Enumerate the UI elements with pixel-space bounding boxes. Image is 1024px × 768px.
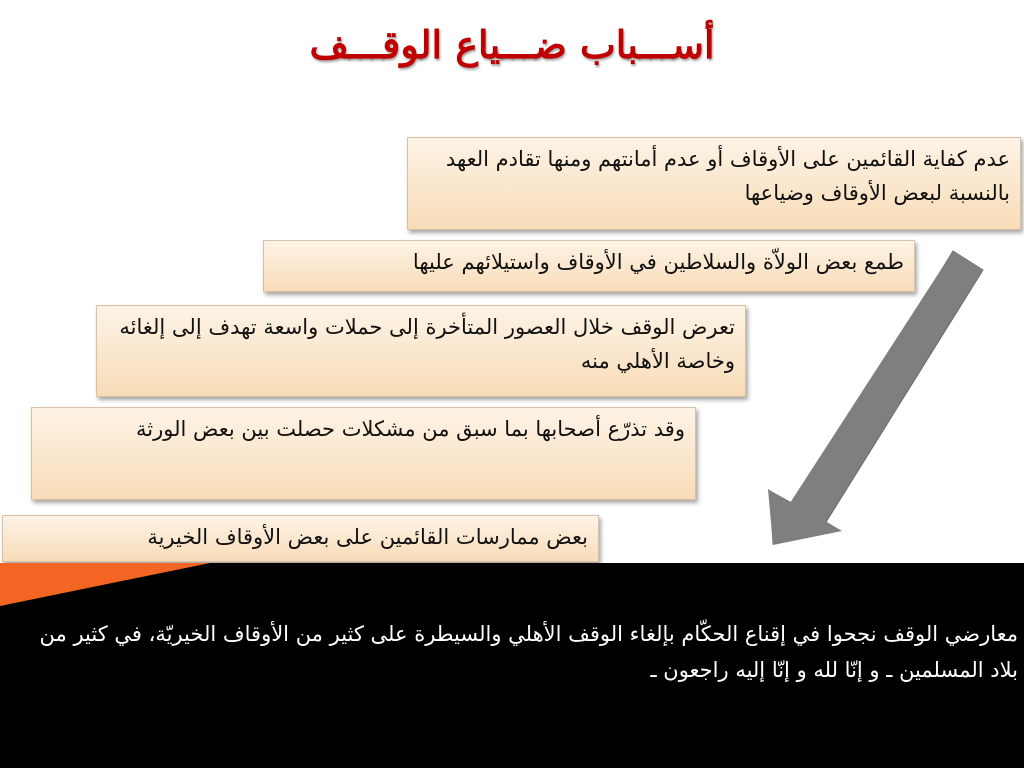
footer-text: معارضي الوقف نجحوا في إقناع الحكّام بإلغاء الوقف الأهلي والسيطرة على كثير من الأوقاف الخيريّة، في كثير من بلاد المسلمين ـ و إنّا لله و إنّا إليه راجعون ـ — [39, 622, 1018, 682]
reason-box-3: تعرض الوقف خلال العصور المتأخرة إلى حملات واسعة تهدف إلى إلغائه وخاصة الأهلي منه — [96, 305, 746, 397]
reason-box-5: بعض ممارسات القائمين على بعض الأوقاف الخيرية — [2, 515, 599, 562]
reason-box-1: عدم كفاية القائمين على الأوقاف أو عدم أمانتهم ومنها تقادم العهد بالنسبة لبعض الأوقاف وضياعها — [407, 137, 1021, 230]
slide-title: أســـباب ضـــياع الوقـــف — [309, 22, 715, 67]
orange-accent-stripe — [0, 563, 300, 613]
reason-box-2: طمع بعض الولاّة والسلاطين في الأوقاف واستيلائهم عليها — [263, 240, 915, 292]
reason-box-4: وقد تذرّع أصحابها بما سبق من مشكلات حصلت بين بعض الورثة — [31, 407, 696, 500]
